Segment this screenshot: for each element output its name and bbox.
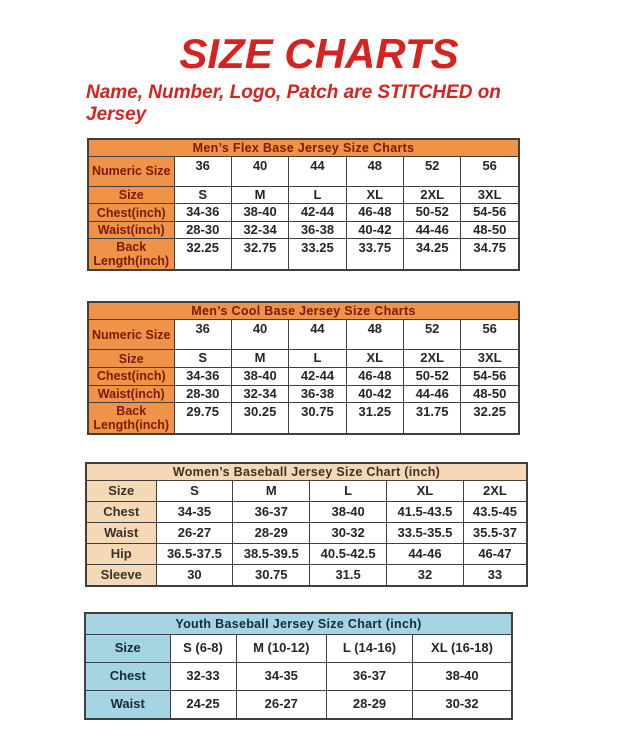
size-value-cell: 32-33 <box>170 663 236 691</box>
size-value-cell: L <box>289 186 346 204</box>
size-value-cell: 43.5-45 <box>463 502 527 523</box>
size-value-cell: 44-46 <box>404 221 461 239</box>
size-value-cell: 48 <box>346 156 403 186</box>
table-row <box>86 481 527 502</box>
size-value-cell: 34-35 <box>236 663 327 691</box>
table-row <box>88 156 519 186</box>
size-value-cell: 33.25 <box>289 239 346 271</box>
size-value-cell: 36-38 <box>289 385 346 403</box>
table-row <box>86 544 527 565</box>
size-value-cell: 34-36 <box>174 204 231 222</box>
size-value-cell: 35.5-37 <box>463 523 527 544</box>
table-row <box>85 691 512 719</box>
size-value-cell: 30 <box>156 565 233 586</box>
size-value-cell: 52 <box>404 156 461 186</box>
size-value-cell: XL <box>346 186 403 204</box>
row-label: Size <box>85 635 170 663</box>
size-value-cell: 38-40 <box>310 502 387 523</box>
row-label: Hip <box>86 544 156 565</box>
size-value-cell: 54-56 <box>461 204 519 222</box>
size-value-cell: 28-30 <box>174 385 231 403</box>
size-value-cell: 56 <box>461 156 519 186</box>
size-value-cell: 32.25 <box>461 403 519 435</box>
size-value-cell: 54-56 <box>461 368 519 386</box>
size-value-cell: 38-40 <box>231 204 288 222</box>
table-title-row <box>88 139 519 157</box>
size-value-cell: 33.75 <box>346 239 403 271</box>
size-value-cell: 32.75 <box>231 239 288 271</box>
size-value-cell: 41.5-43.5 <box>387 502 464 523</box>
row-label: Back Length(inch) <box>88 403 174 435</box>
size-value-cell: 42-44 <box>289 204 346 222</box>
page-title: SIZE CHARTS <box>179 30 459 77</box>
size-value-cell: 3XL <box>461 350 519 368</box>
size-value-cell: 46-48 <box>346 368 403 386</box>
table-row <box>88 186 519 204</box>
youth-baseball-size-table <box>84 612 513 720</box>
size-value-cell: 40-42 <box>346 385 403 403</box>
row-label: Waist(inch) <box>88 221 174 239</box>
size-value-cell: 40 <box>231 156 288 186</box>
size-value-cell: 34.25 <box>404 239 461 271</box>
size-value-cell: 42-44 <box>289 368 346 386</box>
row-label: Size <box>88 350 174 368</box>
size-value-cell: 31.5 <box>310 565 387 586</box>
size-value-cell: 44-46 <box>387 544 464 565</box>
size-value-cell: S <box>156 481 233 502</box>
size-value-cell: 30.75 <box>289 403 346 435</box>
table-row <box>88 320 519 350</box>
row-label: Back Length(inch) <box>88 239 174 271</box>
size-value-cell: 44 <box>289 156 346 186</box>
row-label: Sleeve <box>86 565 156 586</box>
size-value-cell: 26-27 <box>156 523 233 544</box>
row-label: Numeric Size <box>88 156 174 186</box>
size-value-cell: 36-37 <box>233 502 310 523</box>
table-title: Youth Baseball Jersey Size Chart (inch) <box>85 613 512 635</box>
table-row <box>88 239 519 271</box>
table-title: Men’s Cool Base Jersey Size Charts <box>88 302 519 320</box>
row-label: Size <box>86 481 156 502</box>
size-value-cell: M <box>233 481 310 502</box>
size-value-cell: 36-37 <box>327 663 413 691</box>
size-value-cell: S <box>174 186 231 204</box>
size-value-cell: 33.5-35.5 <box>387 523 464 544</box>
page-subtitle: Name, Number, Logo, Patch are STITCHED on Jersey <box>86 82 501 126</box>
size-value-cell: 34-35 <box>156 502 233 523</box>
size-value-cell: 36 <box>174 320 231 350</box>
size-value-cell: 50-52 <box>404 204 461 222</box>
size-value-cell: 36 <box>174 156 231 186</box>
table-title: Men’s Flex Base Jersey Size Charts <box>88 139 519 157</box>
size-value-cell: XL <box>346 350 403 368</box>
table-row <box>88 403 519 435</box>
table-row <box>88 221 519 239</box>
size-value-cell: 40.5-42.5 <box>310 544 387 565</box>
size-value-cell: 38.5-39.5 <box>233 544 310 565</box>
size-value-cell: 28-29 <box>327 691 413 719</box>
size-value-cell: S <box>174 350 231 368</box>
size-value-cell: 26-27 <box>236 691 327 719</box>
size-value-cell: 48-50 <box>461 221 519 239</box>
size-value-cell: 44-46 <box>404 385 461 403</box>
table-title-row <box>88 302 519 320</box>
size-value-cell: 38-40 <box>413 663 513 691</box>
table-row <box>86 523 527 544</box>
table-row <box>88 350 519 368</box>
size-value-cell: 56 <box>461 320 519 350</box>
table-row <box>86 502 527 523</box>
size-value-cell: 3XL <box>461 186 519 204</box>
size-value-cell: 32-34 <box>231 221 288 239</box>
size-value-cell: 52 <box>404 320 461 350</box>
size-value-cell: 46-47 <box>463 544 527 565</box>
size-value-cell: 31.75 <box>404 403 461 435</box>
size-value-cell: L <box>289 350 346 368</box>
row-label: Chest(inch) <box>88 368 174 386</box>
table-title-row <box>85 613 512 635</box>
size-value-cell: 24-25 <box>170 691 236 719</box>
size-value-cell: 2XL <box>404 350 461 368</box>
size-value-cell: L <box>310 481 387 502</box>
row-label: Size <box>88 186 174 204</box>
table-title-row <box>86 463 527 481</box>
size-value-cell: M <box>231 350 288 368</box>
size-value-cell: 38-40 <box>231 368 288 386</box>
size-value-cell: 30.75 <box>233 565 310 586</box>
size-value-cell: 32-34 <box>231 385 288 403</box>
size-value-cell: L (14-16) <box>327 635 413 663</box>
size-value-cell: 34-36 <box>174 368 231 386</box>
size-value-cell: 29.75 <box>174 403 231 435</box>
size-value-cell: 28-30 <box>174 221 231 239</box>
size-value-cell: S (6-8) <box>170 635 236 663</box>
table-row <box>88 204 519 222</box>
size-value-cell: 32 <box>387 565 464 586</box>
size-value-cell: 48 <box>346 320 403 350</box>
womens-baseball-size-table <box>85 462 528 587</box>
size-value-cell: 31.25 <box>346 403 403 435</box>
row-label: Chest(inch) <box>88 204 174 222</box>
size-value-cell: 33 <box>463 565 527 586</box>
size-value-cell: 40-42 <box>346 221 403 239</box>
table-row <box>88 368 519 386</box>
row-label: Waist <box>86 523 156 544</box>
size-value-cell: 32.25 <box>174 239 231 271</box>
table-title: Women’s Baseball Jersey Size Chart (inch) <box>86 463 527 481</box>
row-label: Numeric Size <box>88 320 174 350</box>
row-label: Waist(inch) <box>88 385 174 403</box>
size-value-cell: 2XL <box>404 186 461 204</box>
size-value-cell: 40 <box>231 320 288 350</box>
size-value-cell: M <box>231 186 288 204</box>
size-value-cell: 28-29 <box>233 523 310 544</box>
size-value-cell: XL (16-18) <box>413 635 513 663</box>
size-value-cell: 36-38 <box>289 221 346 239</box>
size-value-cell: 2XL <box>463 481 527 502</box>
size-value-cell: XL <box>387 481 464 502</box>
row-label: Chest <box>85 663 170 691</box>
size-value-cell: 34.75 <box>461 239 519 271</box>
size-value-cell: 48-50 <box>461 385 519 403</box>
size-value-cell: M (10-12) <box>236 635 327 663</box>
mens-cool-base-size-table <box>87 301 520 435</box>
size-value-cell: 46-48 <box>346 204 403 222</box>
mens-flex-base-size-table <box>87 138 520 272</box>
table-row <box>86 565 527 586</box>
size-value-cell: 36.5-37.5 <box>156 544 233 565</box>
table-row <box>88 385 519 403</box>
row-label: Chest <box>86 502 156 523</box>
row-label: Waist <box>85 691 170 719</box>
size-value-cell: 50-52 <box>404 368 461 386</box>
size-value-cell: 30-32 <box>310 523 387 544</box>
size-value-cell: 30.25 <box>231 403 288 435</box>
table-row <box>85 663 512 691</box>
size-value-cell: 30-32 <box>413 691 513 719</box>
size-value-cell: 44 <box>289 320 346 350</box>
table-row <box>85 635 512 663</box>
